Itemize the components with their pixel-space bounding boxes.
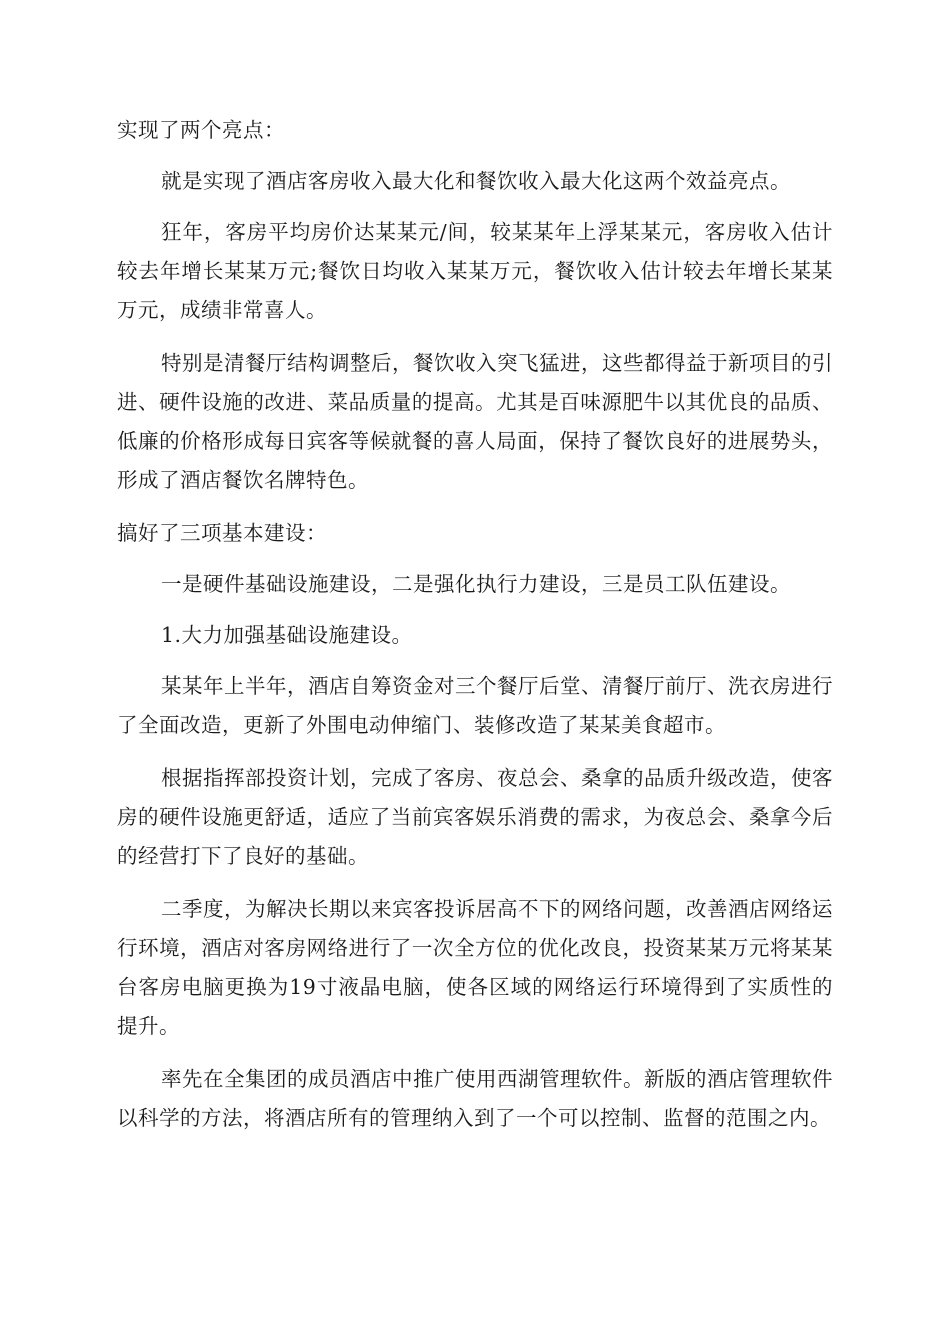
paragraph-construction-summary: 一是硬件基础设施建设，二是强化执行力建设，三是员工队伍建设。 <box>161 572 791 596</box>
paragraph-investment-plan: 根据指挥部投资计划，完成了客房、夜总会、桑拿的品质升级改造，使客房的硬件设施更舒适，适应了当前宾客娱乐消费的需求，为夜总会、桑拿今后的经营打下了良好的基础。 <box>117 766 833 868</box>
paragraph-highlights-summary: 就是实现了酒店客房收入最大化和餐饮收入最大化这两个效益亮点。 <box>161 169 791 193</box>
paragraph-network-upgrade: 二季度，为解决长期以来宾客投诉居高不下的网络问题，改善酒店网络运行环境，酒店对客房网络进行了一次全方位的优化改良，投资某某万元将某某台客房电脑更换为19寸液晶电脑，使各区域的网络运行环境得到了实质性的提升。 <box>117 897 833 1038</box>
paragraph-revenue-figures: 狂年，客房平均房价达某某元/间，较某某年上浮某某元，客房收入估计较去年增长某某万元;餐饮日均收入某某万元，餐饮收入估计较去年增长某某万元，成绩非常喜人。 <box>117 220 833 322</box>
paragraph-renovation: 某某年上半年，酒店自筹资金对三个餐厅后堂、清餐厅前厅、洗衣房进行了全面改造，更新了外围电动伸缩门、装修改造了某某美食超市。 <box>117 674 833 737</box>
paragraph-construction-heading: 搞好了三项基本建设： <box>117 521 327 545</box>
paragraph-infrastructure-heading: 1.大力加强基础设施建设。 <box>161 623 413 647</box>
paragraph-highlights-heading: 实现了两个亮点： <box>117 118 285 142</box>
paragraph-management-software: 率先在全集团的成员酒店中推广使用西湖管理软件。新版的酒店管理软件以科学的方法，将酒店所有的管理纳入到了一个可以控制、监督的范围之内。 <box>117 1067 833 1130</box>
paragraph-restaurant-restructure: 特别是清餐厅结构调整后，餐饮收入突飞猛进，这些都得益于新项目的引进、硬件设施的改进、菜品质量的提高。尤其是百味源肥牛以其优良的品质、低廉的价格形成每日宾客等候就餐的喜人局面，保持了餐饮良好的进展势头，形成了酒店餐饮名牌特色。 <box>117 351 833 492</box>
document-page <box>117 111 833 1138</box>
